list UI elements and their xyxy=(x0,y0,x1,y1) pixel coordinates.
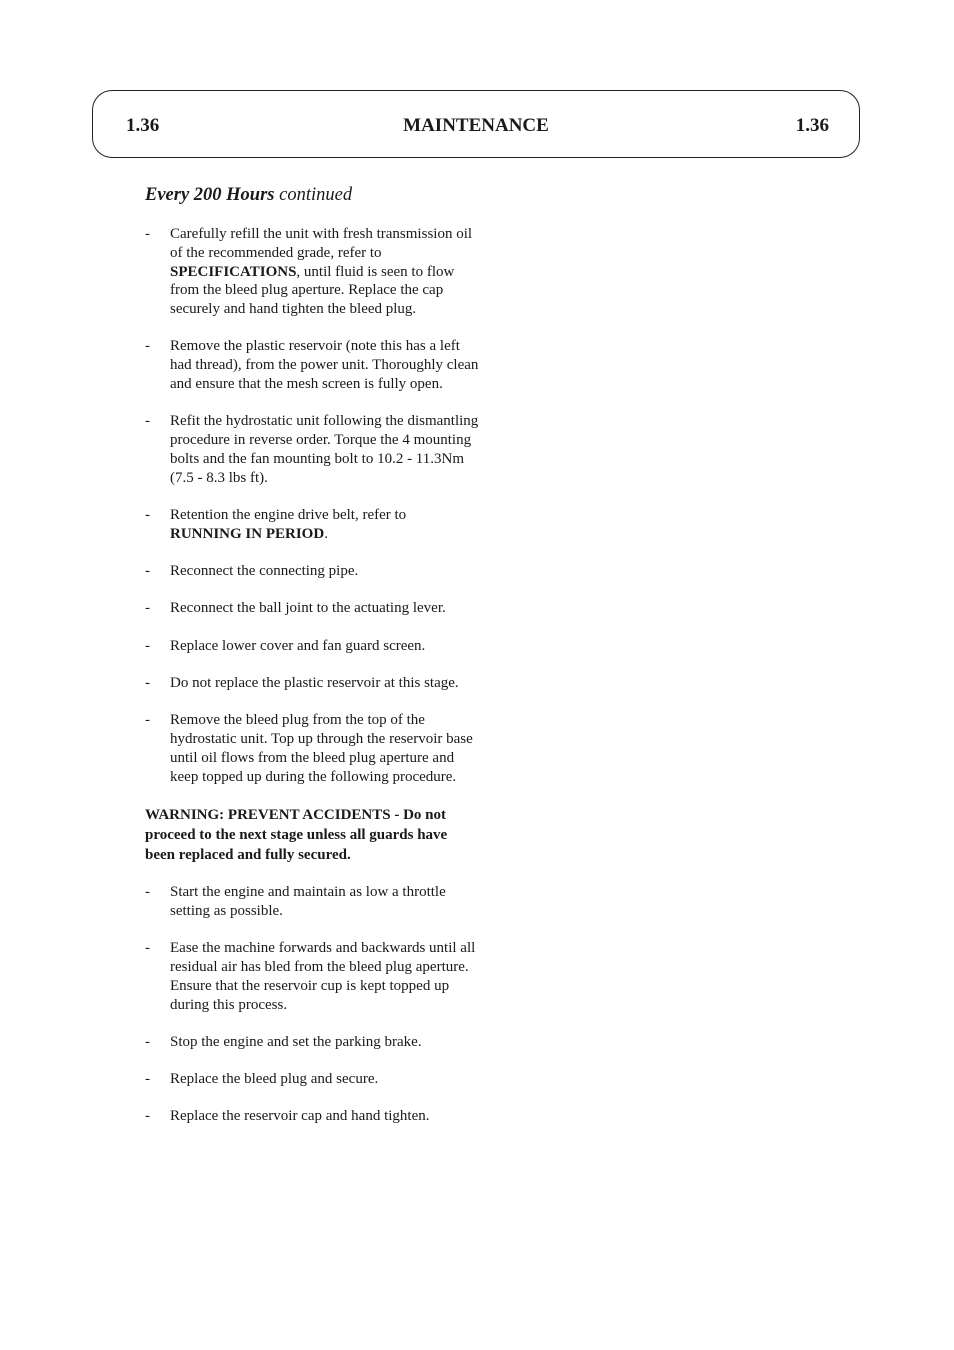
bullet-dash: - xyxy=(145,600,150,617)
bullet-dash: - xyxy=(145,884,150,901)
procedure-list-a xyxy=(145,225,480,787)
list-item xyxy=(145,637,480,656)
step-text: Ease the machine forwards and backwards until all residual air has bled from the bleed plug aperture. Ensure that the reservoir cup is kept topped up during this process. xyxy=(170,940,476,1013)
list-item xyxy=(145,225,480,319)
list-item xyxy=(145,412,480,487)
bullet-dash: - xyxy=(145,507,150,524)
list-item xyxy=(145,562,480,581)
list-item xyxy=(145,883,480,921)
section-heading xyxy=(145,183,480,207)
step-text: Carefully refill the unit with fresh transmission oil of the recommended grade, refer to xyxy=(170,226,473,261)
main-content xyxy=(145,183,480,1145)
page-number-right: 1.36 xyxy=(795,115,829,136)
bullet-dash: - xyxy=(145,1108,150,1125)
step-text: Start the engine and maintain as low a throttle setting as possible. xyxy=(170,884,446,919)
bullet-dash: - xyxy=(145,712,150,729)
list-item xyxy=(145,1033,480,1052)
list-item xyxy=(145,674,480,693)
list-item xyxy=(145,1107,480,1126)
list-item xyxy=(145,506,480,544)
warning-notice: WARNING: PREVENT ACCIDENTS - Do not proceed to the next stage unless all guards have been replaced and fully secured. xyxy=(145,807,448,864)
step-text: . xyxy=(324,525,328,542)
step-text: Replace lower cover and fan guard screen. xyxy=(170,637,426,654)
section-heading-bold: Every 200 Hours xyxy=(145,185,275,205)
step-text: Replace the bleed plug and secure. xyxy=(170,1071,379,1088)
bullet-dash: - xyxy=(145,675,150,692)
bullet-dash: - xyxy=(145,1033,150,1050)
step-text: , until fluid is seen to flow from the bleed plug aperture. Replace the cap securely and hand tighten the bleed plug. xyxy=(170,263,455,318)
bullet-dash: - xyxy=(145,338,150,355)
step-text: Reconnect the connecting pipe. xyxy=(170,563,359,580)
page-header xyxy=(92,90,860,158)
step-text: Do not replace the plastic reservoir at this stage. xyxy=(170,675,459,692)
section-heading-continued: continued xyxy=(274,185,353,205)
list-item xyxy=(145,337,480,393)
list-item xyxy=(145,939,480,1014)
step-reference: RUNNING IN PERIOD xyxy=(170,525,325,542)
page-title: MAINTENANCE xyxy=(403,115,549,136)
step-reference: SPECIFICATIONS xyxy=(170,263,297,280)
step-text: Remove the plastic reservoir (note this has a left had thread), from the power unit. Thoroughly clean and ensure that the mesh screen is fully open. xyxy=(170,338,479,393)
list-item xyxy=(145,711,480,786)
bullet-dash: - xyxy=(145,637,150,654)
step-text: Replace the reservoir cap and hand tighten. xyxy=(170,1108,430,1125)
bullet-dash: - xyxy=(145,940,150,957)
bullet-dash: - xyxy=(145,1071,150,1088)
bullet-dash: - xyxy=(145,226,150,242)
bullet-dash: - xyxy=(145,563,150,580)
page-number-left: 1.36 xyxy=(126,115,160,136)
step-text: Refit the hydrostatic unit following the dismantling procedure in reverse order. Torque the 4 mounting bolts and the fan mounting bolt to 10.2 - 11.3Nm (7.5 - 8.3 lbs ft). xyxy=(170,413,479,486)
list-item xyxy=(145,1070,480,1089)
procedure-list-b xyxy=(145,883,480,1126)
step-text: Stop the engine and set the parking brake. xyxy=(170,1033,422,1050)
step-text: Retention the engine drive belt, refer to xyxy=(170,507,407,524)
list-item xyxy=(145,599,480,618)
step-text: Remove the bleed plug from the top of the hydrostatic unit. Top up through the reservoir base until oil flows from the bleed plug aperture and keep topped up during the following procedure. xyxy=(170,712,473,785)
bullet-dash: - xyxy=(145,413,150,430)
step-text: Reconnect the ball joint to the actuating lever. xyxy=(170,600,446,617)
